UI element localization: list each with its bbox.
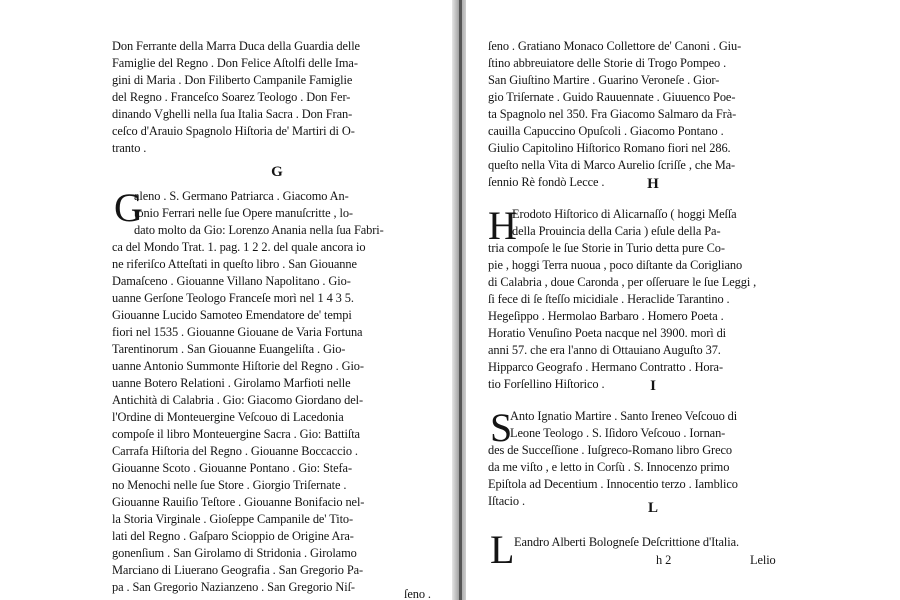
section-heading-g: G [271,164,283,180]
text-line: ta Spagnolo nel 350. Fra Giacomo Salmaro da Frà- [488,107,737,121]
text-line: gio Triſernate . Guido Rauuennate . Giuuenco Poe- [488,90,736,104]
text-line: della Prouincia della Caria ) eſule della Pa- [512,224,721,238]
text-line: ſennio Rè fondò Lecce . [488,175,605,189]
text-line: Giouanne Lucido Samoteo Emendatore de' tempi [112,308,352,322]
text-line: Anto Ignatio Martire . Santo Ireneo Veſcouo di [510,409,738,423]
section-heading-i: I [650,378,656,394]
text-line: no Menochi nelle ſue Store . Giorgio Triſernate . [112,478,347,492]
text-line: tio Forſellino Hiſtorico . [488,377,605,391]
text-line: fiori nel 1535 . Giouanne Giouane de Varia Fortuna [112,325,363,339]
text-line: Leone Teologo . S. Iſidoro Veſcouo . Iornan- [510,426,726,440]
text-line: Hegeſippo . Hermolao Barbaro . Homero Poeta . [488,309,724,323]
text-line: pa . San Gregorio Nazianzeno . San Gregorio Niſ- [112,580,355,594]
text-line: la Storia Virginale . Gioſeppe Campanile de' Tito- [112,512,354,526]
text-line: ſi fece di ſe ſteſſo micidiale . Heraclide Tarantino . [488,292,730,306]
text-line: ſtino abbreuiatore delle Storie di Trogo Pompeo . [488,56,727,70]
text-line: Marciano di Liuerano Geografia . San Gregorio Pa- [112,563,364,577]
text-line: tranto . [112,141,147,155]
text-line: uanne Botero Relationi . Girolamo Marfioti nelle [112,376,351,390]
drop-cap-g: G [114,185,143,230]
left-page [112,0,442,600]
text-line: l'Ordine di Monteuergine Veſcouo di Lacedonia [112,410,344,424]
text-line: del Regno . Franceſco Soarez Teologo . Don Fer- [112,90,351,104]
text-line: Eandro Alberti Bologneſe Deſcrittione d'Italia. [514,535,739,549]
signature-mark: h 2 [656,553,672,567]
text-line: Giulio Capitolino Hiſtorico Romano fiori nel 286. [488,141,731,155]
drop-cap-l: L [490,527,515,572]
text-line: Carrafa Hiſtoria del Regno . Giouanne Boccaccio . [112,444,358,458]
text-line: aleno . S. Germano Patriarca . Giacomo An- [134,189,349,203]
text-line: gonenſium . San Girolamo di Stridonia . Girolamo [112,546,357,560]
text-line: des de Succeſſione . Iuſgreco-Romano libro Greco [488,443,732,457]
text-line: Giouanne Scoto . Giouanne Pontano . Gio: Stefa- [112,461,352,475]
text-line: lati del Regno . Gaſparo Scioppio de Origine Ara- [112,529,354,543]
drop-cap-h: H [488,203,517,248]
section-heading-h: H [647,176,659,192]
drop-cap-s: S [490,405,513,450]
catchword-right: Lelio [750,553,776,567]
text-line: dato molto da Gio: Lorenzo Anania nella ſua Fabri- [134,223,384,237]
text-line: Antichità di Calabria . Gio: Giacomo Giordano del- [112,393,364,407]
gutter-shadow [459,0,462,600]
text-line: Damaſceno . Giouanne Villano Napolitano . Gio- [112,274,351,288]
text-line: Hipparco Geografo . Hermano Contratto . Hora- [488,360,723,374]
text-line: dinando Vghelli nella ſua Italia Sacra . Don Fran- [112,107,353,121]
text-line: Erodoto Hiſtorico di Alicarnaſſo ( hoggi Meſſa [512,207,737,221]
text-line: ca del Mondo Trat. 1. pag. 1 2 2. del quale ancora io [112,240,366,254]
right-page [488,0,800,600]
catchword-left: ſeno . [404,587,431,600]
text-line: ceſco d'Arauio Spagnolo Hiſtoria de' Martiri di O- [112,124,355,138]
text-line: uanne Antonio Summonte Hiſtorie del Regno . Gio- [112,359,364,373]
text-line: queſto nella Vita di Marco Aurelio ſcriſſe , che Ma- [488,158,736,172]
text-line: ſeno . Gratiano Monaco Collettore de' Canoni . Giu- [488,39,742,53]
text-line: cauilla Capuccino Opuſcoli . Giacomo Pontano . [488,124,724,138]
section-heading-l: L [647,500,658,516]
text-line: di Calabria , doue Caronda , per oſſeruare le ſue Leggi , [488,275,757,289]
text-line: Iſtacio . [488,494,525,508]
text-line: ne riferiſco Atteſtati in queſto libro . San Giouanne [112,257,357,271]
text-line: Giouanne Rauiſio Teſtore . Giouanne Bonifacio nel- [112,495,365,509]
text-line: compoſe il libro Monteuergine Sacra . Gio: Battiſta [112,427,360,441]
text-line: Famiglie del Regno . Don Felice Aſtolfi delle Ima- [112,56,358,70]
text-line: Tarentinorum . San Giouanne Euangeliſta . Gio- [112,342,346,356]
text-line: San Giuſtino Martire . Guarino Veroneſe . Gior- [488,73,720,87]
text-line: tonio Ferrari nelle ſue Opere manuſcritte , lo- [134,206,353,220]
text-line: Horatio Venuſino Poeta nacque nel 3900. morì di [488,326,727,340]
text-line: uanne Gerſone Teologo Franceſe morì nel 1 4 3 5. [112,291,354,305]
text-line: Epiſtola ad Decentium . Innocentio terzo . Iamblico [488,477,738,491]
text-line: anni 57. che era l'anno di Ottauiano Auguſto 37. [488,343,721,357]
text-line: tria compoſe le ſue Storie in Turio detta pure Co- [488,241,725,255]
text-line: gini di Maria . Don Filiberto Campanile Famiglie [112,73,353,87]
text-line: da me viſto , e letto in Corſù . S. Innocenzo primo [488,460,730,474]
text-line: Don Ferrante della Marra Duca della Guardia delle [112,39,360,53]
text-line: pie , hoggi Terra nuoua , poco diſtante da Corigliano [488,258,743,272]
